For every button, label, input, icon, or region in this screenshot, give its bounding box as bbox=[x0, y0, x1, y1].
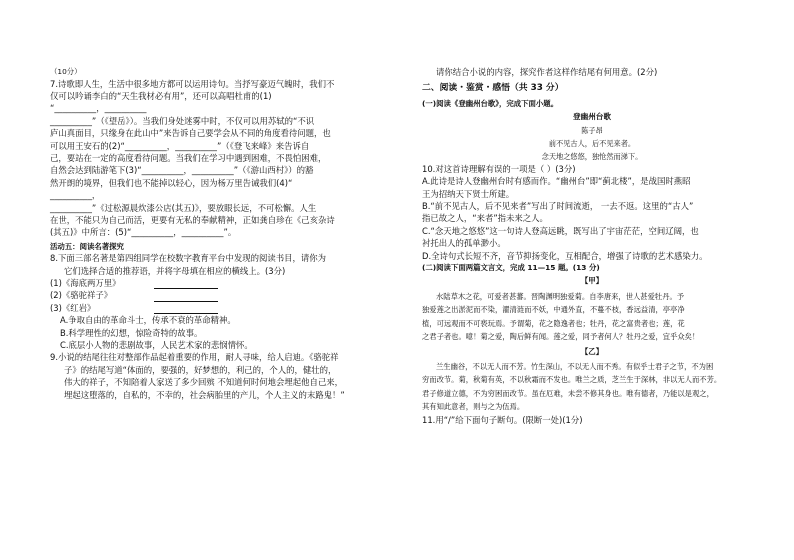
q10-option-a: A.此诗是诗人登幽州台时有感而作。“幽州台”即“蓟北楼”，是战国时燕昭 bbox=[422, 176, 691, 187]
q10-option-a-cont: 王为招纳天下贤士所建。 bbox=[422, 188, 515, 199]
q7-line: 可以用王安石的(2)“__________，__________”（《登飞来峰》来告诉自 bbox=[50, 140, 310, 151]
poem-author: 陈子昂 bbox=[581, 125, 603, 135]
q9-line: 子》的结尾写道“体面的，要强的，好梦想的，利己的，个人的，健壮的， bbox=[64, 364, 337, 375]
answer-blank[interactable] bbox=[154, 292, 218, 302]
q10-option-b-cont: 指已故之人，“来者”指未来之人。 bbox=[422, 213, 548, 224]
q7-line: 7.诗歌即人生，生活中很多地方都可以运用诗句。当抒写豪迈气魄时，我们不 bbox=[50, 78, 335, 89]
left-column bbox=[50, 66, 380, 401]
book-row bbox=[50, 289, 380, 301]
q10-option-c: C.“念天地之悠悠”这一句诗人登高远眺，既写出了宇宙茫茫，空间辽阔，也 bbox=[422, 225, 699, 236]
passage-line: 之君子者也。噫！菊之爱，陶后鲜有闻。莲之爱，同予者何人？牡丹之爱，宜乎众矣！ bbox=[422, 332, 700, 342]
passage-line: 水陆草木之花，可爱者甚蕃。晋陶渊明独爱菊。自李唐来，世人甚爱牡丹。予 bbox=[436, 291, 685, 301]
question-9 bbox=[50, 351, 380, 401]
q10-stem: 10.对这首诗理解有误的一项是（ ）(3分) bbox=[422, 163, 576, 174]
poem-title: 登幽州台歌 bbox=[573, 112, 611, 122]
q10-option-b: B.“前不见古人，后不见来者”写出了时间流逝， 一去不返。这里的“古人” bbox=[422, 200, 694, 211]
question-11: 11.用“/”给下面句子断句。(限断一处)(1分) bbox=[422, 414, 583, 425]
score-note: （10分） bbox=[50, 67, 82, 76]
activity-5-heading: 活动五：阅读名著探究 bbox=[50, 241, 124, 251]
q9-continuation: 请你结合小说的内容，探究作者这样作结尾有何用意。(2分) bbox=[436, 67, 658, 77]
q7-line: 然开朗的境界，但我们也不能掉以轻心，因为杨万里告诫我们(4)“ bbox=[50, 177, 293, 188]
q8-option-c: C.底层小人物的悲剧故事，人民艺术家的悲悯情怀。 bbox=[60, 340, 253, 351]
q8-option-b: B.科学理性的幻想，惊险奇特的故事。 bbox=[60, 327, 203, 338]
q7-line: 庐山真面目，只缘身在此山中”来告诉自己要学会从不同的角度看待问题，也 bbox=[50, 128, 331, 139]
q7-line: 己，要站在一定的高度看待问题。当我们在学习中遇到困难，不畏怕困难， bbox=[50, 152, 327, 163]
question-8 bbox=[50, 252, 380, 351]
passage-line: 君子修道立德，不为穷困而改节。虽在厄难，未尝不修其身也。唯有德者，乃能以是观之， bbox=[422, 388, 714, 398]
poem-line: 前不见古人，后不见来者。 bbox=[548, 138, 636, 148]
q10-option-d: D.全诗句式长短不齐，音节抑扬变化，互相配合，增强了诗歌的艺术感染力。 bbox=[422, 250, 708, 261]
passage-yi-mark: 【乙】 bbox=[580, 346, 604, 356]
passage-line: 兰生幽谷，不以无人而不芳。竹生深山，不以无人而不秀。有似乎士君子之节，不为困 bbox=[436, 361, 714, 371]
right-column bbox=[422, 66, 762, 426]
q7-line: 自然会达到陆游笔下(3)“__________，__________”（《游山西村》）的豁 bbox=[50, 165, 314, 176]
book-title: (2)《骆驼祥子》 bbox=[50, 290, 113, 301]
q9-line: 9.小说的结尾往往对整部作品起着重要的作用，耐人寻味，给人启迪。《骆驼祥 bbox=[50, 352, 339, 363]
q7-line: 在世，不能只为自己而活，更要有无私的奉献精神，正如龚自珍在《己亥杂诗 bbox=[50, 214, 335, 225]
part-1-heading: (一)阅读《登幽州台歌》，完成下面小题。 bbox=[422, 98, 559, 108]
question-7 bbox=[50, 78, 380, 239]
answer-blank[interactable] bbox=[154, 279, 218, 289]
passage-jia bbox=[422, 275, 762, 343]
q7-line: “__________，__________ bbox=[50, 103, 147, 114]
book-title: (3)《红岩》 bbox=[50, 302, 96, 313]
q7-line: 仅可以吟诵李白的“天生我材必有用”，还可以高唱杜甫的(1) bbox=[50, 90, 272, 101]
q7-line: __________”（《望岳》）。当我们身处迷雾中时，不仅可以用苏轼的“不识 bbox=[50, 115, 315, 126]
q10-option-c-cont: 衬托出人的孤单渺小。 bbox=[422, 238, 506, 249]
q7-line: __________”《过松源晨炊漆公店(其五)》，要放眼长远，不可松懈。人生 bbox=[50, 202, 317, 213]
passage-jia-mark: 【甲】 bbox=[580, 276, 604, 286]
q8-line: 8.下面三部名著是第四组同学在校数字教育平台中发现的阅读书目，请你为 bbox=[50, 253, 326, 264]
q9-line: 伟大的祥子，不知陪着人家送了多少回殡 不知道何时何地会埋起他自己来， bbox=[64, 377, 344, 388]
part-2-heading: (二)阅读下面两篇文言文，完成 11—15 题。(13 分) bbox=[422, 262, 600, 272]
passage-yi bbox=[422, 346, 762, 414]
q8-line: 它们选择合适的推荐语，并将字母填在相应的横线上。(3分) bbox=[64, 265, 286, 276]
question-10 bbox=[422, 163, 762, 262]
section-2-heading: 二、阅读・鉴赏・感悟（共 33 分） bbox=[422, 83, 564, 94]
q7-line: __________， bbox=[50, 190, 101, 201]
passage-line: 其有知此意者，则与之为伍焉。 bbox=[422, 402, 525, 412]
book-row bbox=[50, 277, 380, 289]
book-row bbox=[50, 302, 380, 314]
passage-line: 独爱莲之出淤泥而不染，濯清涟而不妖，中通外直，不蔓不枝，香远益清，亭亭净 bbox=[422, 305, 685, 315]
q8-option-a: A.争取自由的革命斗士，传承不衰的革命精神。 bbox=[60, 315, 236, 326]
q9-line: 埋起这堕落的，自私的，不幸的，社会病胎里的产儿，个人主义的末路鬼！” bbox=[64, 389, 345, 400]
passage-line: 穷而改节。菊，秋菊有英，不以秋霜而不发也。唯兰之质，芝兰生于深林，非以无人而不芳。 bbox=[422, 375, 722, 385]
poem-line: 念天地之悠悠，独怆然而涕下。 bbox=[541, 151, 643, 161]
book-title: (1)《海底两万里》 bbox=[50, 278, 121, 289]
poem bbox=[422, 111, 762, 162]
q7-line: (其五)》中所言：(5)“__________，__________”。 bbox=[50, 227, 237, 238]
answer-blank[interactable] bbox=[154, 304, 218, 314]
passage-line: 植，可远观而不可亵玩焉。予谓菊，花之隐逸者也；牡丹，花之富贵者也；莲，花 bbox=[422, 318, 685, 328]
